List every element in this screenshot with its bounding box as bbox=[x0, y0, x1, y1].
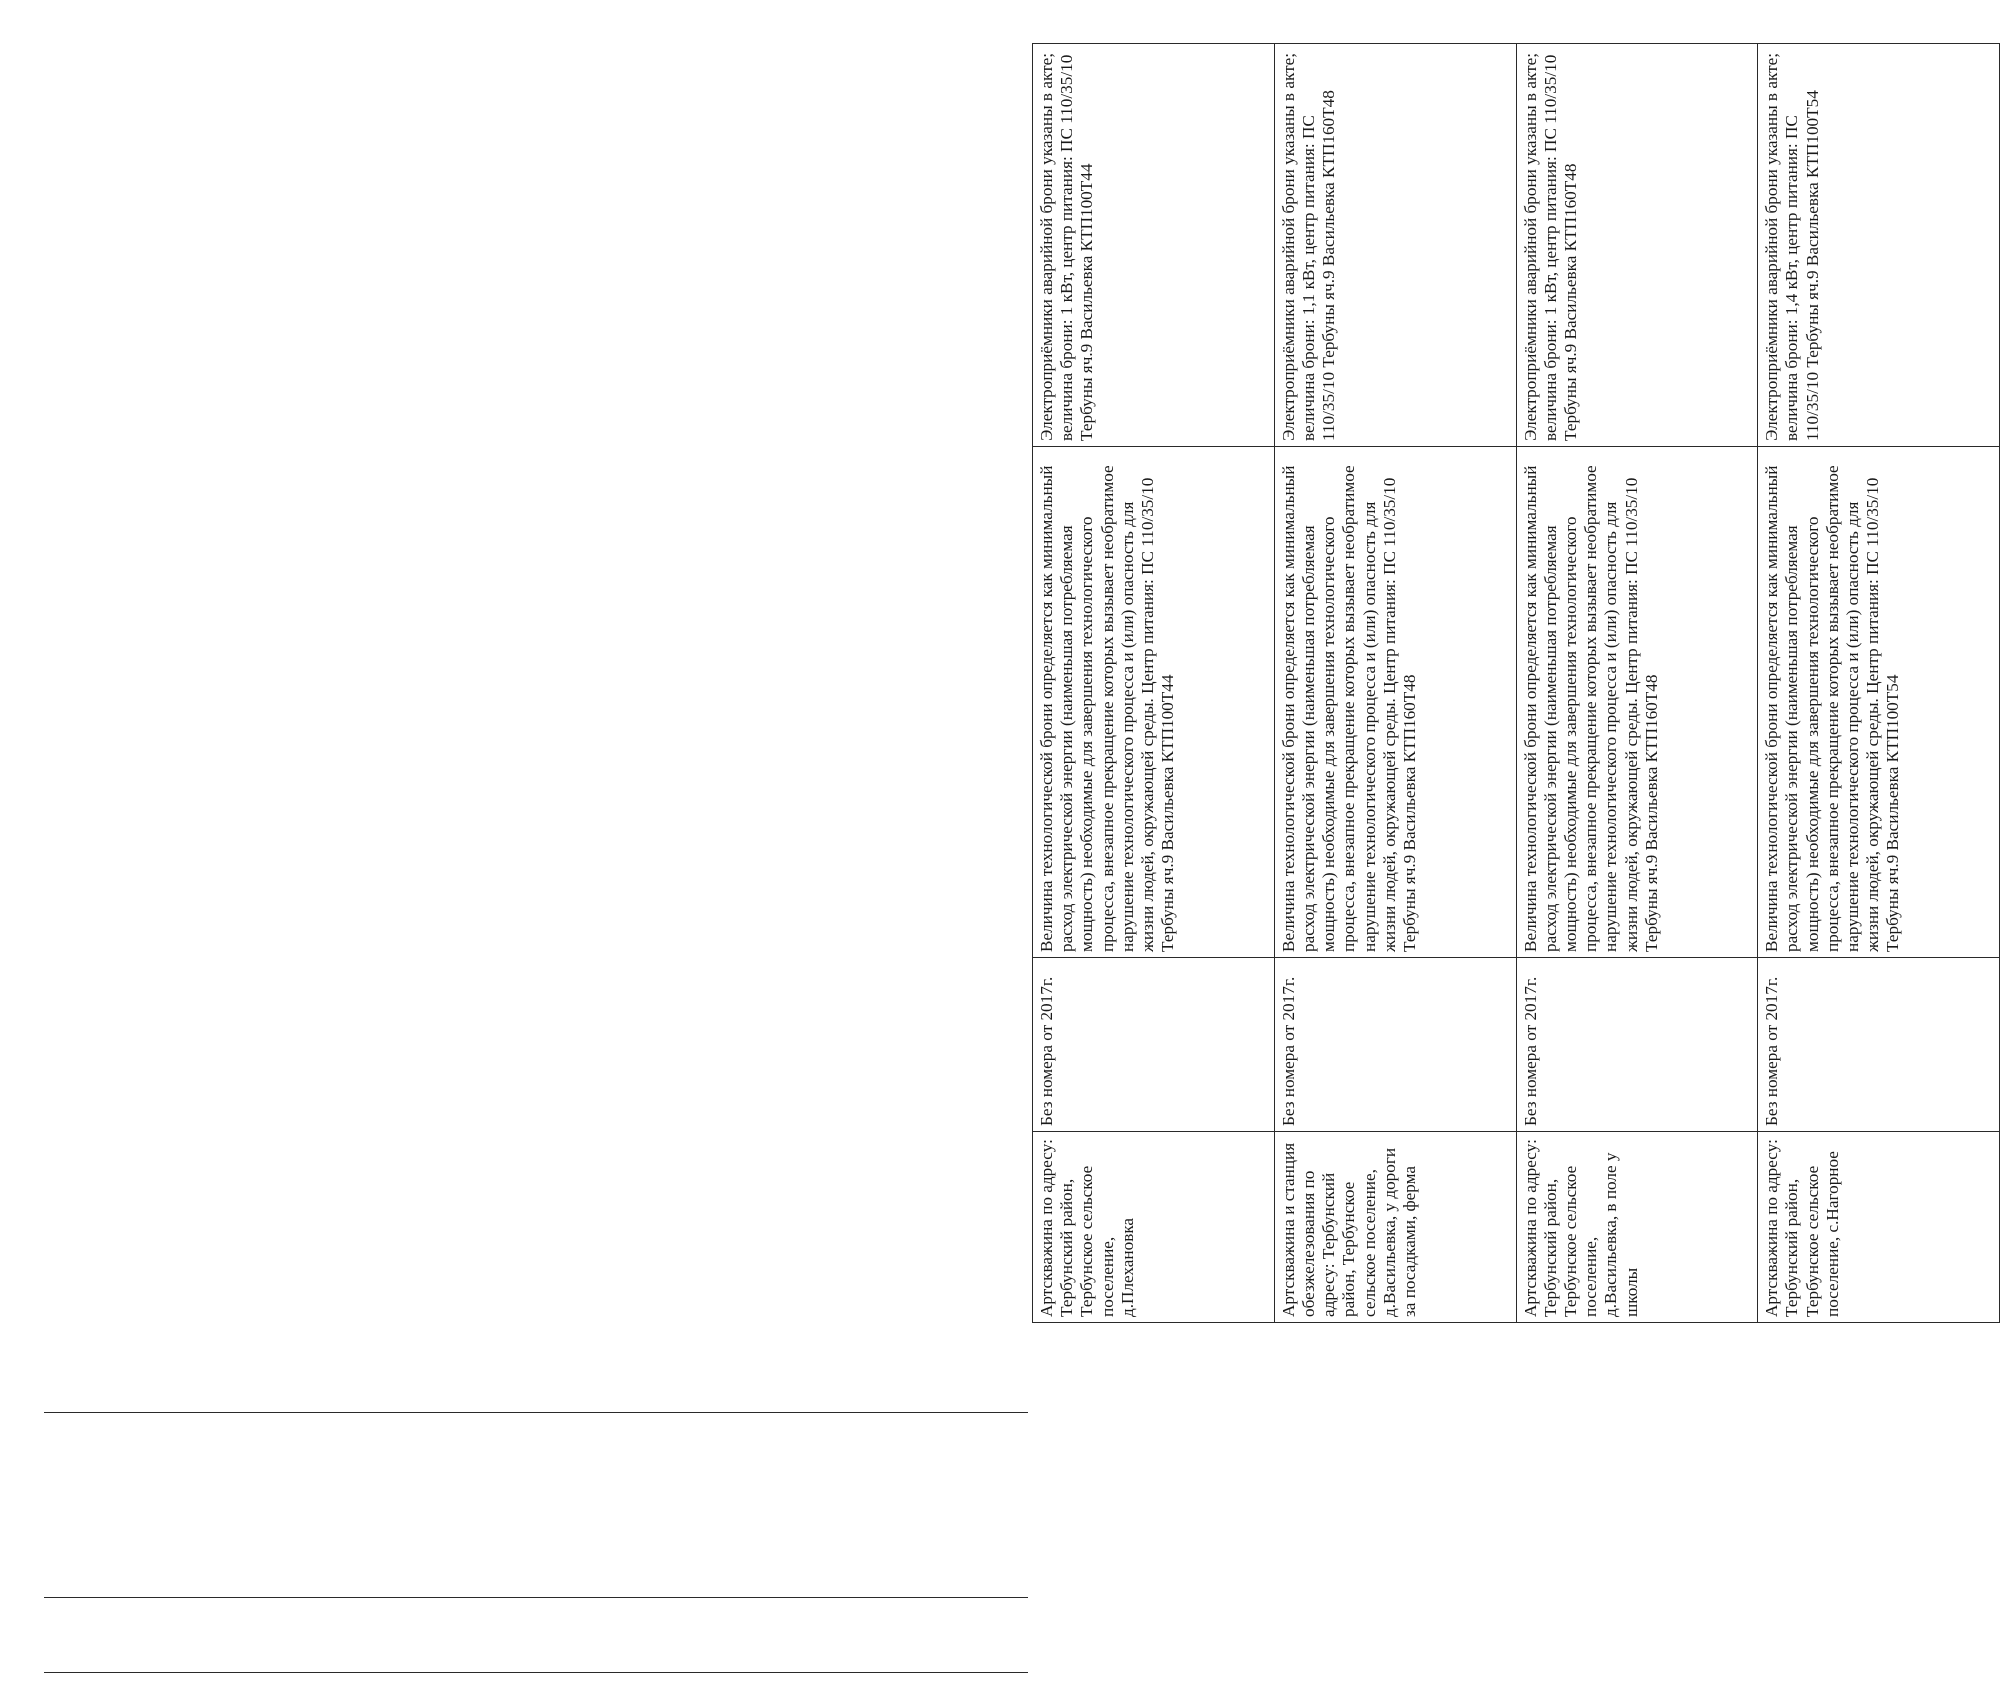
act-cell bbox=[1758, 958, 2000, 1132]
table-row bbox=[1033, 44, 1275, 1323]
emergency-reserve-text: Электроприёмники аварийной брони указаны в акте; величина брони: 1,1 кВт, центр питания: ПС 110/35/10 Тербуны яч.9 Васильевка КТП160Т48 bbox=[1278, 53, 1339, 441]
emergency-reserve-text: Электроприёмники аварийной брони указаны в акте; величина брони: 1 кВт, центр питания: ПС 110/35/10 Тербуны яч.9 Васильевка КТП100Т44 bbox=[1037, 53, 1097, 441]
object-cell bbox=[1274, 1132, 1516, 1323]
emergency-reserve-text: Электроприёмники аварийной брони указаны в акте; величина брони: 1,4 кВт, центр питания: ПС 110/35/10 Тербуны яч.9 Васильевка КТП100Т54 bbox=[1762, 53, 1822, 441]
tech-reserve-text: Величина технологической брони определяется как минимальный расход электрической энергии (наименьшая потребляемая мощность) необходимые для завершения технологического процесса, внезапное прекращение которых вызывает необратимое нарушение технологического процесса и (или) опасность для жизни людей, окружающей среды. Центр питания: ПС 110/35/10 Тербуны яч.9 Васильевка КТП100Т54 bbox=[1762, 465, 1903, 952]
act-text: Без номера от 2017г. bbox=[1037, 976, 1056, 1126]
object-text: Артскважина по адресу: Тербунский район, Тербунское сельское поселение, с.Нагорное bbox=[1762, 1139, 1842, 1317]
act-cell bbox=[1274, 958, 1516, 1132]
table-row bbox=[1274, 44, 1516, 1323]
reserve-acts-table bbox=[1032, 43, 2000, 1323]
divider-line bbox=[44, 1597, 1028, 1598]
emergency-reserve-cell bbox=[1033, 44, 1275, 447]
object-cell bbox=[1033, 1132, 1275, 1323]
tech-reserve-cell bbox=[1033, 447, 1275, 958]
table-row bbox=[1516, 44, 1758, 1323]
tech-reserve-cell bbox=[1274, 447, 1516, 958]
act-text: Без номера от 2017г. bbox=[1762, 976, 1782, 1126]
tech-reserve-cell bbox=[1758, 447, 2000, 958]
rotated-table-page bbox=[1032, 43, 2000, 1323]
object-cell bbox=[1516, 1132, 1758, 1323]
divider-line bbox=[44, 1412, 1028, 1413]
divider-line bbox=[44, 1672, 1028, 1673]
act-text: Без номера от 2017г. bbox=[1520, 976, 1540, 1126]
emergency-reserve-text: Электроприёмники аварийной брони указаны в акте; величина брони: 1 кВт, центр питания: ПС 110/35/10 Тербуны яч.9 Васильевка КТП160Т48 bbox=[1520, 53, 1580, 441]
act-cell bbox=[1033, 958, 1275, 1132]
emergency-reserve-cell bbox=[1274, 44, 1516, 447]
tech-reserve-text: Величина технологической брони определяется как минимальный расход электрической энергии (наименьшая потребляемая мощность) необходимые для завершения технологического процесса, внезапное прекращение которых вызывает необратимое нарушение технологического процесса и (или) опасность для жизни людей, окружающей среды. Центр питания: ПС 110/35/10 Тербуны яч.9 Васильевка КТП160Т48 bbox=[1520, 465, 1661, 952]
object-text: Артскважина по адресу: Тербунский район, Тербунское сельское поселение, д.Васильевка, в поле у школы bbox=[1520, 1139, 1641, 1317]
tech-reserve-text: Величина технологической брони определяется как минимальный расход электрической энергии (наименьшая потребляемая мощность) необходимые для завершения технологического процесса, внезапное прекращение которых вызывает необратимое нарушение технологического процесса и (или) опасность для жизни людей, окружающей среды. Центр питания: ПС 110/35/10 Тербуны яч.9 Васильевка КТП160Т48 bbox=[1278, 465, 1419, 952]
emergency-reserve-cell bbox=[1758, 44, 2000, 447]
tech-reserve-text: Величина технологической брони определяется как минимальный расход электрической энергии (наименьшая потребляемая мощность) необходимые для завершения технологического процесса, внезапное прекращение которых вызывает необратимое нарушение технологического процесса и (или) опасность для жизни людей, окружающей среды. Центр питания: ПС 110/35/10 Тербуны яч.9 Васильевка КТП100Т44 bbox=[1037, 465, 1178, 952]
table-row bbox=[1758, 44, 2000, 1323]
act-text: Без номера от 2017г. bbox=[1278, 976, 1298, 1126]
object-cell bbox=[1758, 1132, 2000, 1323]
act-cell bbox=[1516, 958, 1758, 1132]
tech-reserve-cell bbox=[1516, 447, 1758, 958]
object-text: Артскважина по адресу: Тербунский район, Тербунское сельское поселение, д.Плехановка bbox=[1037, 1139, 1137, 1317]
object-text: Артскважина и станция обезжелезования по адресу: Тербунский район, Тербунское сельское поселение, д.Васильевка, у дороги за посадками, ферма bbox=[1278, 1142, 1419, 1317]
emergency-reserve-cell bbox=[1516, 44, 1758, 447]
